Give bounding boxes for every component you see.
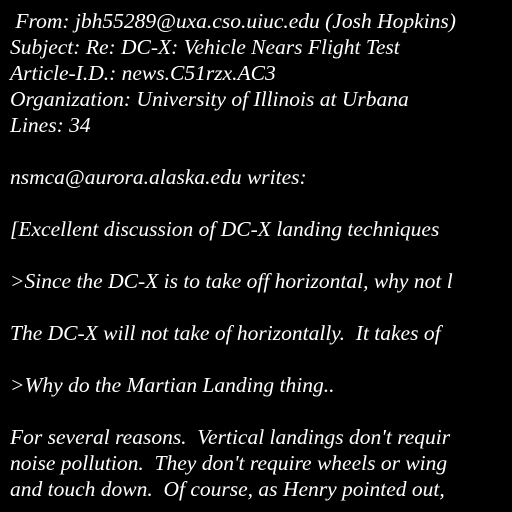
attribution-line: nsmca@aurora.alaska.edu writes: [10, 165, 307, 189]
reply-paragraph-line-1: For several reasons. Vertical landings don't requir [10, 425, 451, 449]
reply-line-1: The DC-X will not take of horizontally. It takes of [10, 321, 441, 345]
quoted-line-2: >Why do the Martian Landing thing.. [10, 373, 335, 397]
reply-paragraph-line-2: noise pollution. They don't require wheels or wing [10, 451, 448, 475]
header-lines: Lines: 34 [10, 113, 91, 137]
header-organization: Organization: University of Illinois at Urbana [10, 87, 409, 111]
quoted-line-1: >Since the DC-X is to take off horizontal, why not l [10, 269, 453, 293]
bracket-note: [Excellent discussion of DC-X landing techniques [10, 217, 440, 241]
header-from: From: jbh55289@uxa.cso.uiuc.edu (Josh Hopkins) [10, 9, 456, 33]
header-article-id: Article-I.D.: news.C51rzx.AC3 [10, 61, 276, 85]
reply-paragraph-line-3: and touch down. Of course, as Henry pointed out, [10, 477, 445, 501]
header-subject: Subject: Re: DC-X: Vehicle Nears Flight Test [10, 35, 400, 59]
